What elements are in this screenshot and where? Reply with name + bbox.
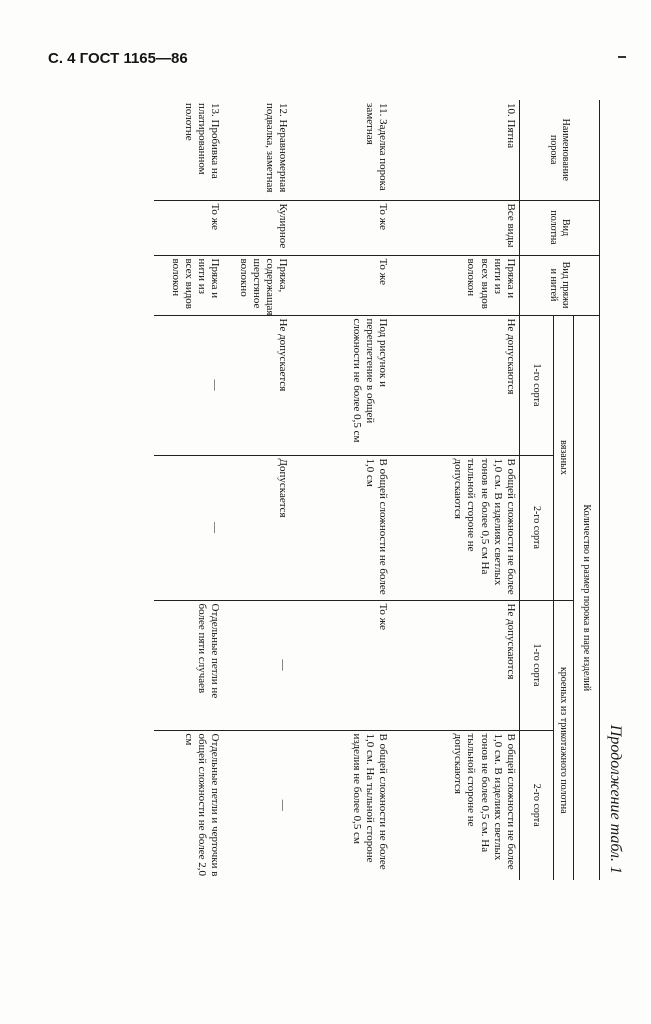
header-knitted-grade1: 1-го сорта [520, 315, 554, 455]
cut-grade2: В общей сложности не более 1,0 см. На тыльной стороне изделия не более 0,5 см [292, 730, 392, 880]
yarn-type: Пряжа и нити из всех видов волокон [392, 255, 520, 315]
yarn-type: То же [292, 255, 392, 315]
table-row [155, 100, 224, 880]
yarn-type: Пряжа, содержащая шерстяное волокно [224, 255, 292, 315]
page-header: С. 4 ГОСТ 1165—86 [48, 50, 188, 67]
header-knitted: вязаных [554, 315, 574, 600]
header-cut-grade2: 2-го сорта [520, 730, 554, 880]
header-quantity-size: Количество и размер порока в паре изделий [574, 315, 600, 880]
knitted-grade1: Не допускаются [392, 315, 520, 455]
cut-grade1: Не допускаются [392, 600, 520, 730]
table-row [392, 100, 520, 880]
knitted-grade2: Допускается [224, 455, 292, 600]
table-caption: Продолжение табл. 1 [607, 724, 624, 874]
knitted-grade1: — [155, 315, 224, 455]
header-cut: кроеных из трикотажного полотна [554, 600, 574, 880]
defect-name: 12. Неравномерная подвалка, заметная [264, 103, 290, 193]
margin-mark [618, 56, 626, 58]
defect-name: 11. Заделка порока заметная [364, 103, 390, 191]
table-row [292, 100, 392, 880]
header-defect-name: Наименование порока [520, 100, 600, 200]
table-row [224, 100, 292, 880]
cut-grade1: Отдельные петли не более пяти случаев [155, 600, 224, 730]
yarn-type: Пряжа и нити из всех видов волокон [155, 255, 224, 315]
defect-name: 10. Пятна [505, 103, 517, 149]
cut-grade1: То же [292, 600, 392, 730]
fabric-type: Кулирное [224, 200, 292, 255]
header-fabric-type: Вид полотна [520, 200, 600, 255]
knitted-grade1: Не допускается [224, 315, 292, 455]
defect-name: 13. Пробивка на платированном полотне [183, 103, 222, 179]
cut-grade1: — [224, 600, 292, 730]
knitted-grade2: В общей сложности не более 1,0 см. В изделиях светлых тонов не более 0,5 см На тыльной стороне не допускаются [392, 455, 520, 600]
fabric-type: Все виды [392, 200, 520, 255]
knitted-grade2: В общей сложности не более 1,0 см [292, 455, 392, 600]
defects-table [155, 100, 601, 880]
fabric-type: То же [155, 200, 224, 255]
cut-grade2: Отдельные петли и черточки в общей сложности не более 2,0 см [155, 730, 224, 880]
knitted-grade1: Под рисунок и переплетение в общей сложности не более 0,5 см [292, 315, 392, 455]
header-yarn-type: Вид пряжи и нитей [520, 255, 600, 315]
rotated-table-area [155, 100, 624, 880]
cut-grade2: В общей сложности не более 1,0 см. В изделиях светлых тонов не более 0,5 см. На тыльной стороне не допускаются [392, 730, 520, 880]
header-knitted-grade2: 2-го сорта [520, 455, 554, 600]
header-cut-grade1: 1-го сорта [520, 600, 554, 730]
cut-grade2: — [224, 730, 292, 880]
fabric-type: То же [292, 200, 392, 255]
knitted-grade2: — [155, 455, 224, 600]
